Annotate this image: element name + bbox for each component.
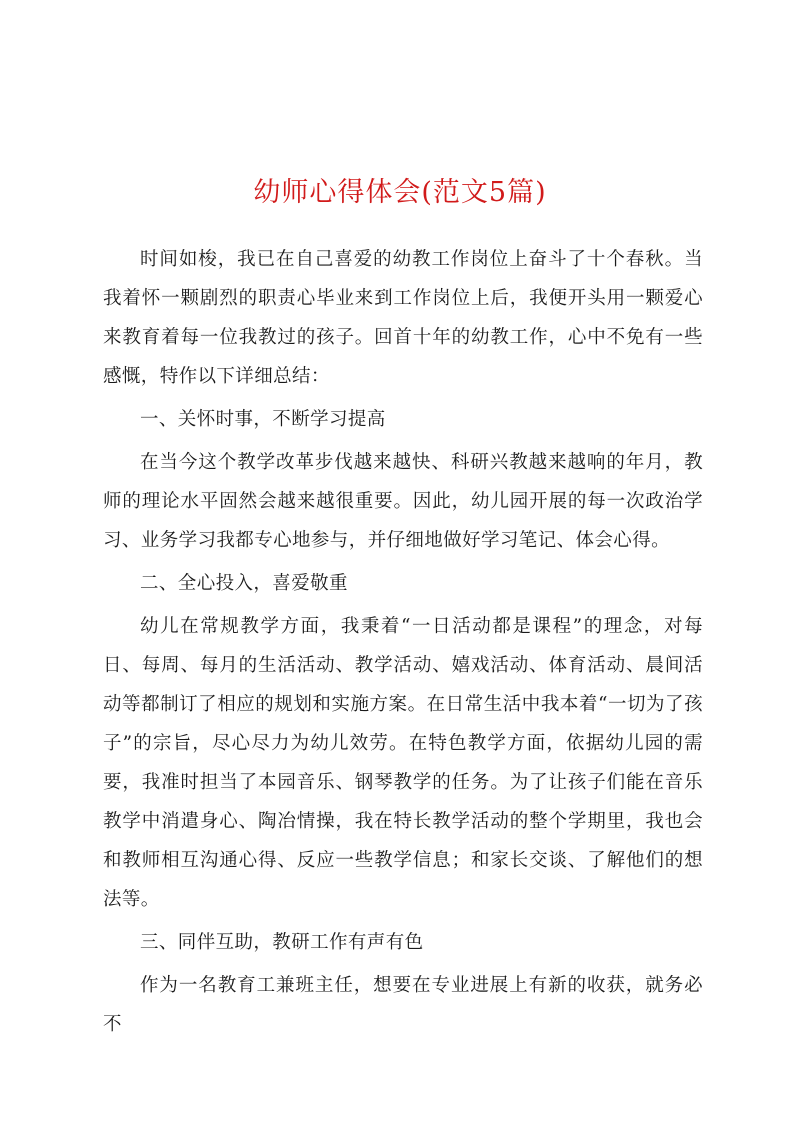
section-2-body: 幼儿在常规教学方面，我秉着“一日活动都是课程”的理念，对每日、每周、每月的生活活动、教学活动、嬉戏活动、体育活动、晨间活动等都制订了相应的规划和实施方案。在日常生活中我本着“一切为了孩子”的宗旨，尽心尽力为幼儿效劳。在特色教学方面，依据幼儿园的需要，我准时担当了本园音乐、钢琴教学的任务。为了让孩子们能在音乐教学中消遣身心、陶冶情操，我在特长教学活动的整个学期里，我也会和教师相互沟通心得、反应一些教学信息；和家长交谈、了解他们的想法等。 bbox=[103, 616, 703, 910]
document-title: 幼师心得体会(范文5篇) bbox=[253, 177, 547, 208]
section-3-body: 作为一名教育工兼班主任，想要在专业进展上有新的收获，就务必不 bbox=[103, 975, 703, 1035]
section-2-heading: 二、全心投入，喜爱敬重 bbox=[140, 573, 348, 594]
section-3-heading: 三、同伴互助，教研工作有声有色 bbox=[140, 932, 424, 953]
intro-paragraph: 时间如梭，我已在自己喜爱的幼教工作岗位上奋斗了十个春秋。当我着怀一颗剧烈的职责心毕业来到工作岗位上后，我便开头用一颗爱心来教育着每一位我教过的孩子。回首十年的幼教工作，心中不免有一些感慨，特作以下详细总结： bbox=[103, 249, 703, 387]
document-body bbox=[103, 240, 703, 1044]
section-1-heading: 一、关怀时事，不断学习提高 bbox=[140, 409, 386, 430]
section-1-body: 在当今这个教学改革步伐越来越快、科研兴教越来越响的年月，教师的理论水平固然会越来越很重要。因此，幼儿园开展的每一次政治学习、业务学习我都专心地参与，并仔细地做好学习笔记、体会心得。 bbox=[103, 452, 703, 551]
